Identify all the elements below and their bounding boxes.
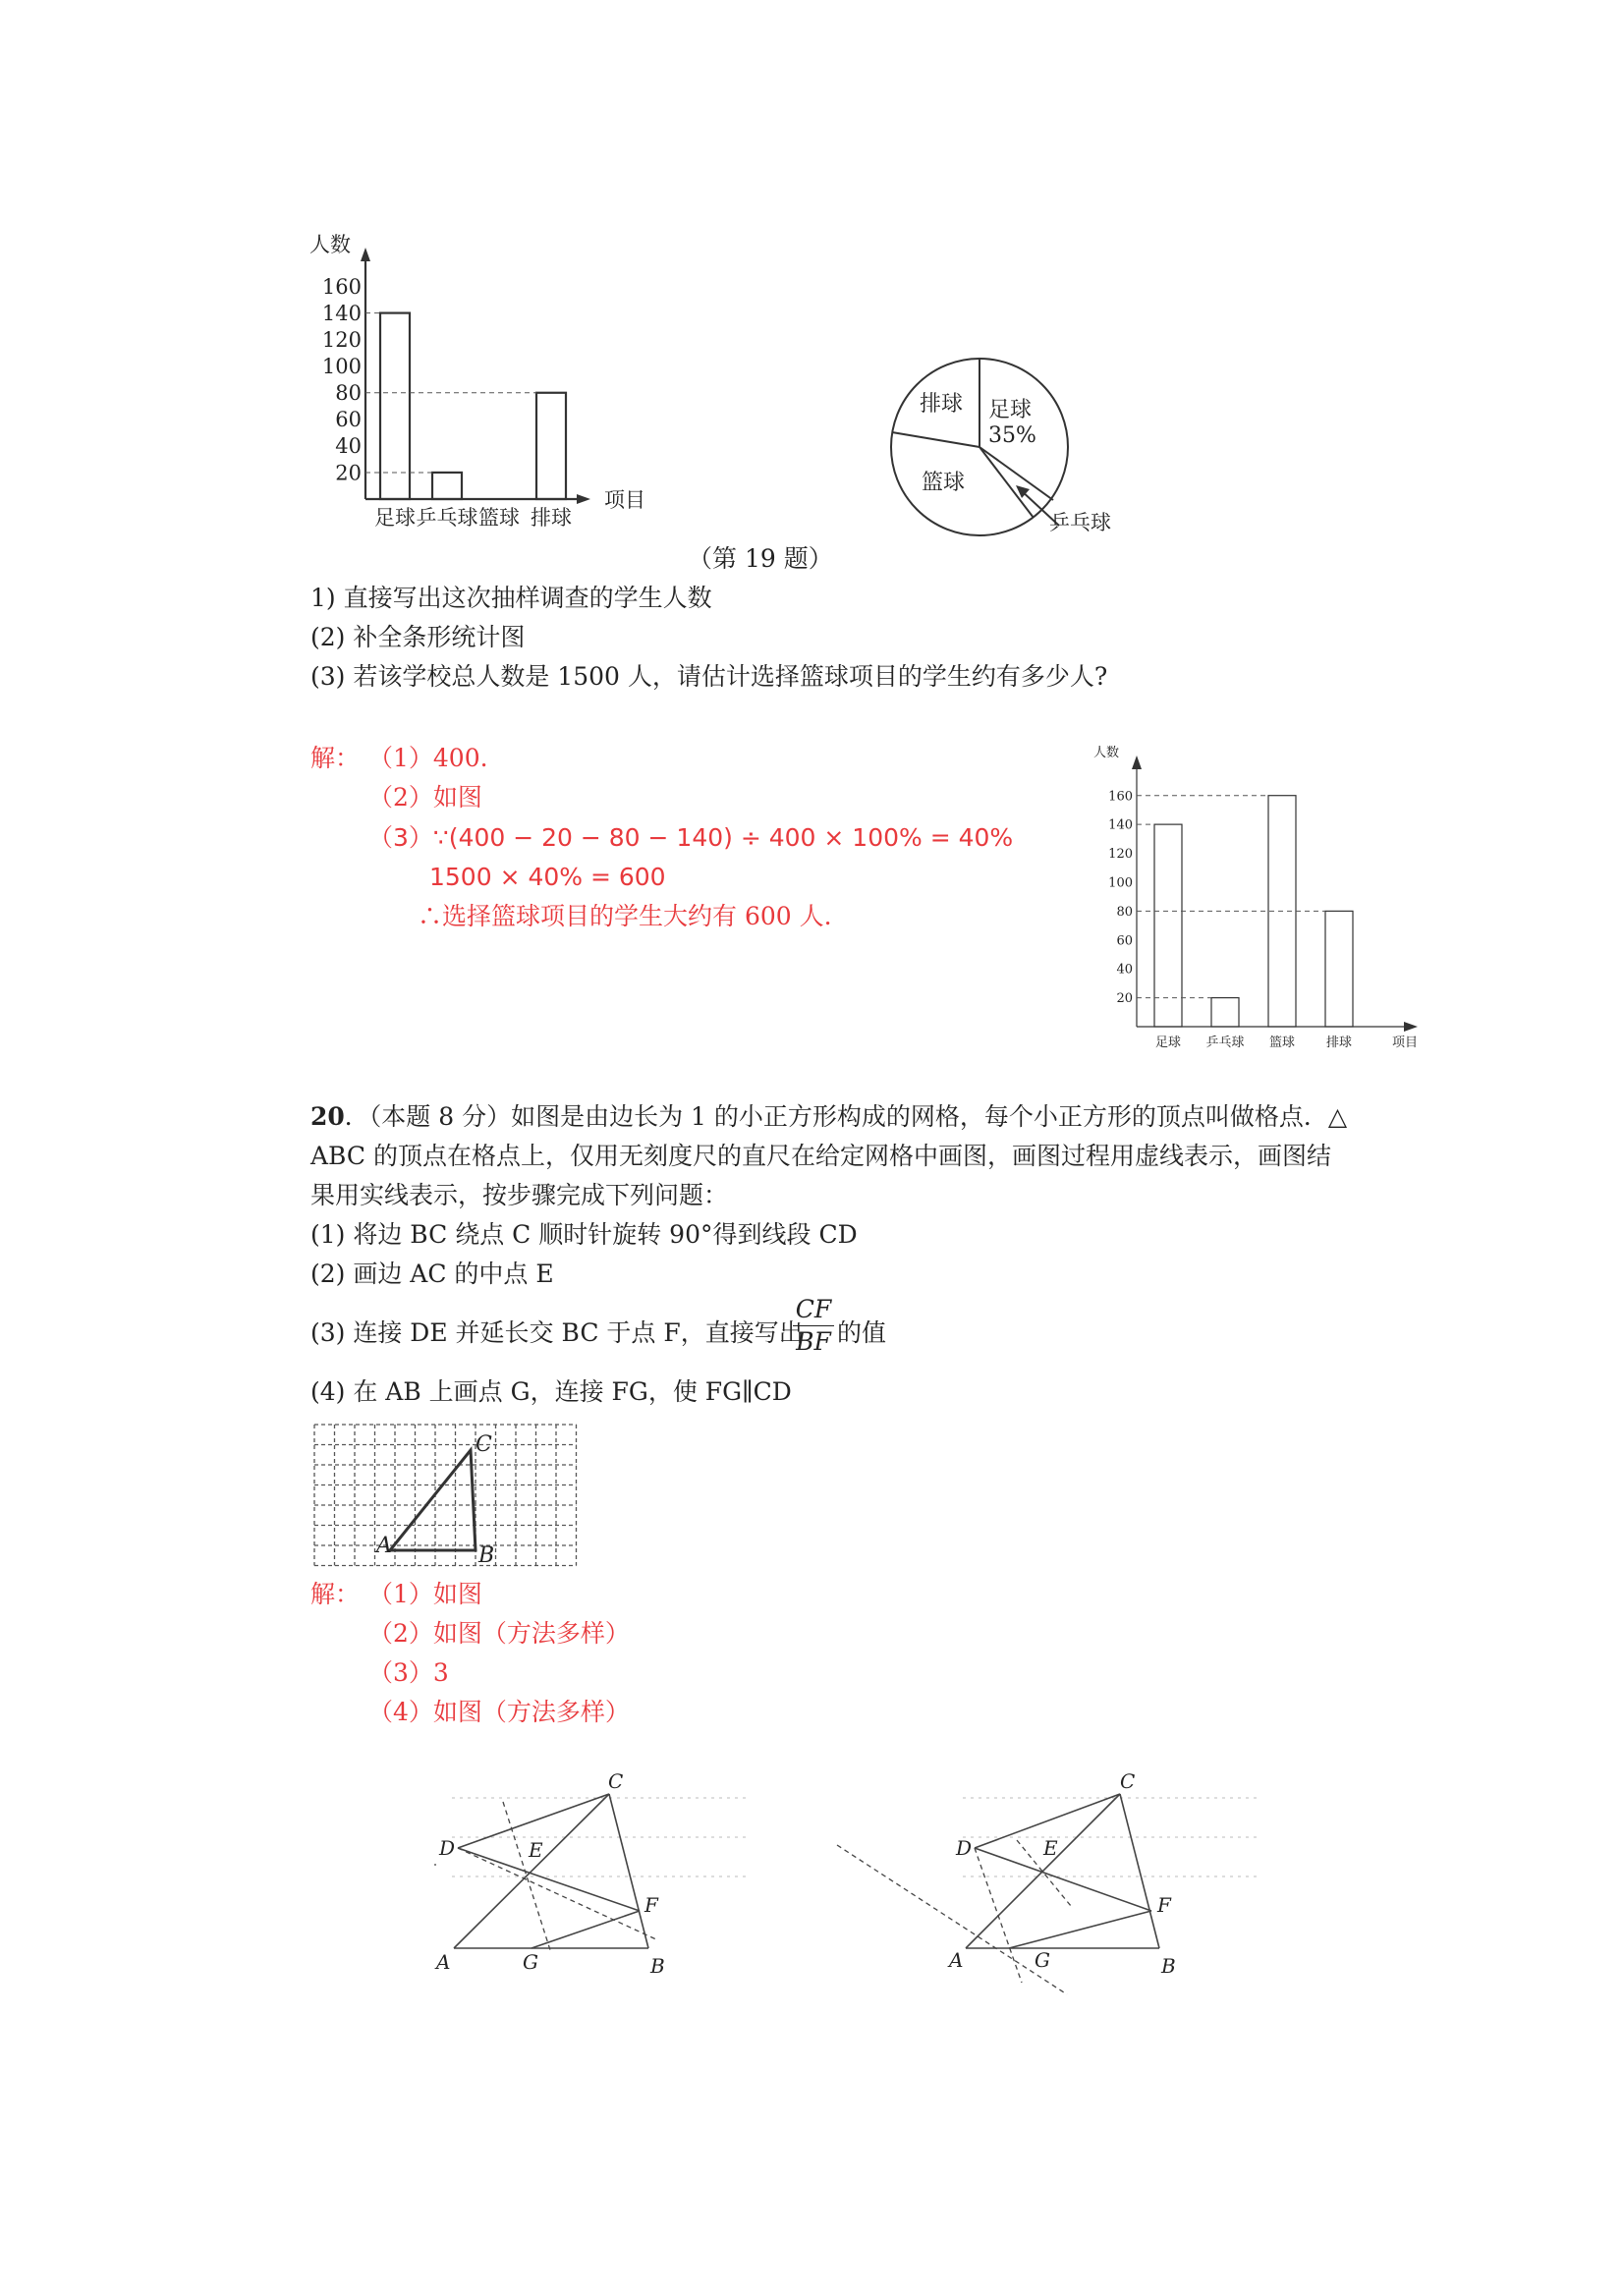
bar [1154,824,1182,1027]
y-tick-label: 40 [1116,962,1133,978]
q20-line-1-text: ．（本题 8 分）如图是由边长为 1 的小正方形构成的网格，每个小正方形的顶点叫做格点．△ [344,1102,1348,1131]
grid-label-c: C [476,1432,492,1457]
q19-answer-3-line1: （3）∵(400 − 20 − 80 − 140) ÷ 400 × 100% = 40% [368,823,1014,852]
y-axis-label: 人数 [309,233,351,256]
y-tick-label: 20 [335,461,362,485]
pie-divider-lower [979,447,1034,518]
y-tick-label: 140 [1108,817,1133,833]
fig2-label-d: D [956,1836,973,1860]
q19-pie-chart [865,344,1140,540]
q20-item-3-pre: (3) 连接 DE 并延长交 BC 于点 F，直接写出 [310,1318,804,1347]
x-axis-label: 项目 [1392,1036,1419,1050]
y-axis-label: 人数 [1093,746,1120,760]
fig2-label-g: G [1035,1948,1050,1972]
y-tick-label: 40 [335,434,362,459]
category-label: 篮球 [1268,1036,1296,1050]
bar [380,313,410,499]
q20-line-3: 果用实线表示，按步骤完成下列问题： [310,1181,729,1209]
y-tick-label: 120 [321,327,362,352]
q19-caption: （第 19 题） [688,544,833,573]
q20-answer-figure-2 [825,1759,1277,2014]
q19-answer-2: （2）如图 [368,783,482,812]
category-label: 排球 [531,506,572,530]
q20-answer-figure-1 [422,1759,756,1985]
q19-answer-3-line2: 1500 × 40% = 600 [429,863,666,891]
q20-grid-figure [310,1415,586,1572]
bar [1325,911,1353,1027]
pie-label-volleyball: 排球 [920,392,964,417]
fig1-label-e: E [529,1838,543,1862]
q20-line-1 [310,1100,1347,1134]
category-label: 乒乓球 [416,506,478,530]
q20-number: 20 [310,1102,345,1131]
pie-label-football: 足球 [988,398,1033,422]
y-tick-label: 60 [335,408,362,432]
grid-label-b: B [478,1543,495,1568]
y-tick-label: 80 [1116,904,1133,920]
fig2-label-e: E [1043,1836,1058,1860]
grid-lines [314,1425,577,1566]
y-tick-label: 80 [335,381,362,406]
y-tick-label: 120 [1108,847,1133,863]
fraction-numerator: CF [795,1295,832,1323]
fraction-denominator: BF [796,1327,831,1356]
q19-question-1: 1) 直接写出这次抽样调查的学生人数 [310,584,712,612]
y-tick-label: 100 [321,355,362,379]
q20-item-2: (2) 画边 AC 的中点 E [310,1260,554,1288]
fraction-bar [793,1325,834,1326]
y-tick-label: 140 [321,301,362,325]
fig1-label-c: C [608,1769,624,1793]
y-tick-label: 100 [1108,875,1133,891]
category-label: 排球 [1325,1036,1353,1050]
y-axis-arrow [1132,756,1142,769]
fig1-label-g: G [523,1950,538,1974]
q19-answer-1: （1）400. [368,744,488,772]
x-axis-arrow [1404,1022,1418,1032]
fig2-label-a: A [949,1948,964,1972]
bar [536,393,566,499]
y-tick-label: 20 [1116,991,1133,1007]
q19-answer-3-line3: ∴选择篮球项目的学生大约有 600 人. [418,902,832,930]
q20-answer-2: （2）如图（方法多样） [368,1619,630,1648]
fig1-label-a: A [436,1950,451,1974]
fig2-label-f: F [1157,1893,1171,1917]
q20-answer-3: （3）3 [368,1658,449,1687]
q20-answer-1: （1）如图 [368,1580,482,1608]
y-axis-arrow [361,248,370,261]
q19-question-3: (3) 若该学校总人数是 1500 人，请估计选择篮球项目的学生约有多少人? [310,662,1108,691]
pie-divider-left [892,432,979,447]
bar [432,473,462,499]
q19-answer-prefix: 解： [310,744,361,772]
fig1-label-f: F [644,1893,658,1917]
fig1-label-b: B [650,1954,665,1978]
category-label: 乒乓球 [1205,1036,1245,1050]
q20-item-3-post: 的值 [837,1318,887,1347]
pie-label-pingpong: 乒乓球 [1049,511,1111,534]
pie-label-basketball: 篮球 [922,471,966,495]
fig2-label-b: B [1161,1954,1176,1978]
bar [1211,998,1239,1027]
y-tick-label: 160 [321,274,362,299]
pie-label-football-pct: 35% [988,423,1036,448]
y-tick-label: 60 [1116,933,1133,949]
y-tick-label: 160 [1108,789,1133,805]
q20-fraction [793,1295,834,1357]
category-label: 篮球 [478,506,520,530]
x-axis-arrow [577,494,590,504]
category-label: 足球 [374,506,416,530]
q19-bar-chart [295,233,668,545]
fig1-label-d: D [439,1836,456,1860]
fig2-label-c: C [1120,1769,1136,1793]
q20-item-4: (4) 在 AB 上画点 G，连接 FG，使 FG∥CD [310,1377,792,1406]
q19-answer-bar-chart [1086,746,1439,1061]
q19-question-2: (2) 补全条形统计图 [310,623,526,651]
q20-line-2: ABC 的顶点在格点上，仅用无刻度尺的直尺在给定网格中画图，画图过程用虚线表示，画图结 [310,1142,1331,1170]
x-axis-label: 项目 [604,488,645,512]
category-label: 足球 [1154,1036,1182,1050]
pie-divider-right [979,447,1053,500]
q20-answer-prefix: 解： [310,1580,361,1608]
q20-answer-4: （4）如图（方法多样） [368,1698,630,1726]
grid-label-a: A [376,1534,392,1558]
q20-item-1: (1) 将边 BC 绕点 C 顺时针旋转 90°得到线段 CD [310,1220,858,1249]
